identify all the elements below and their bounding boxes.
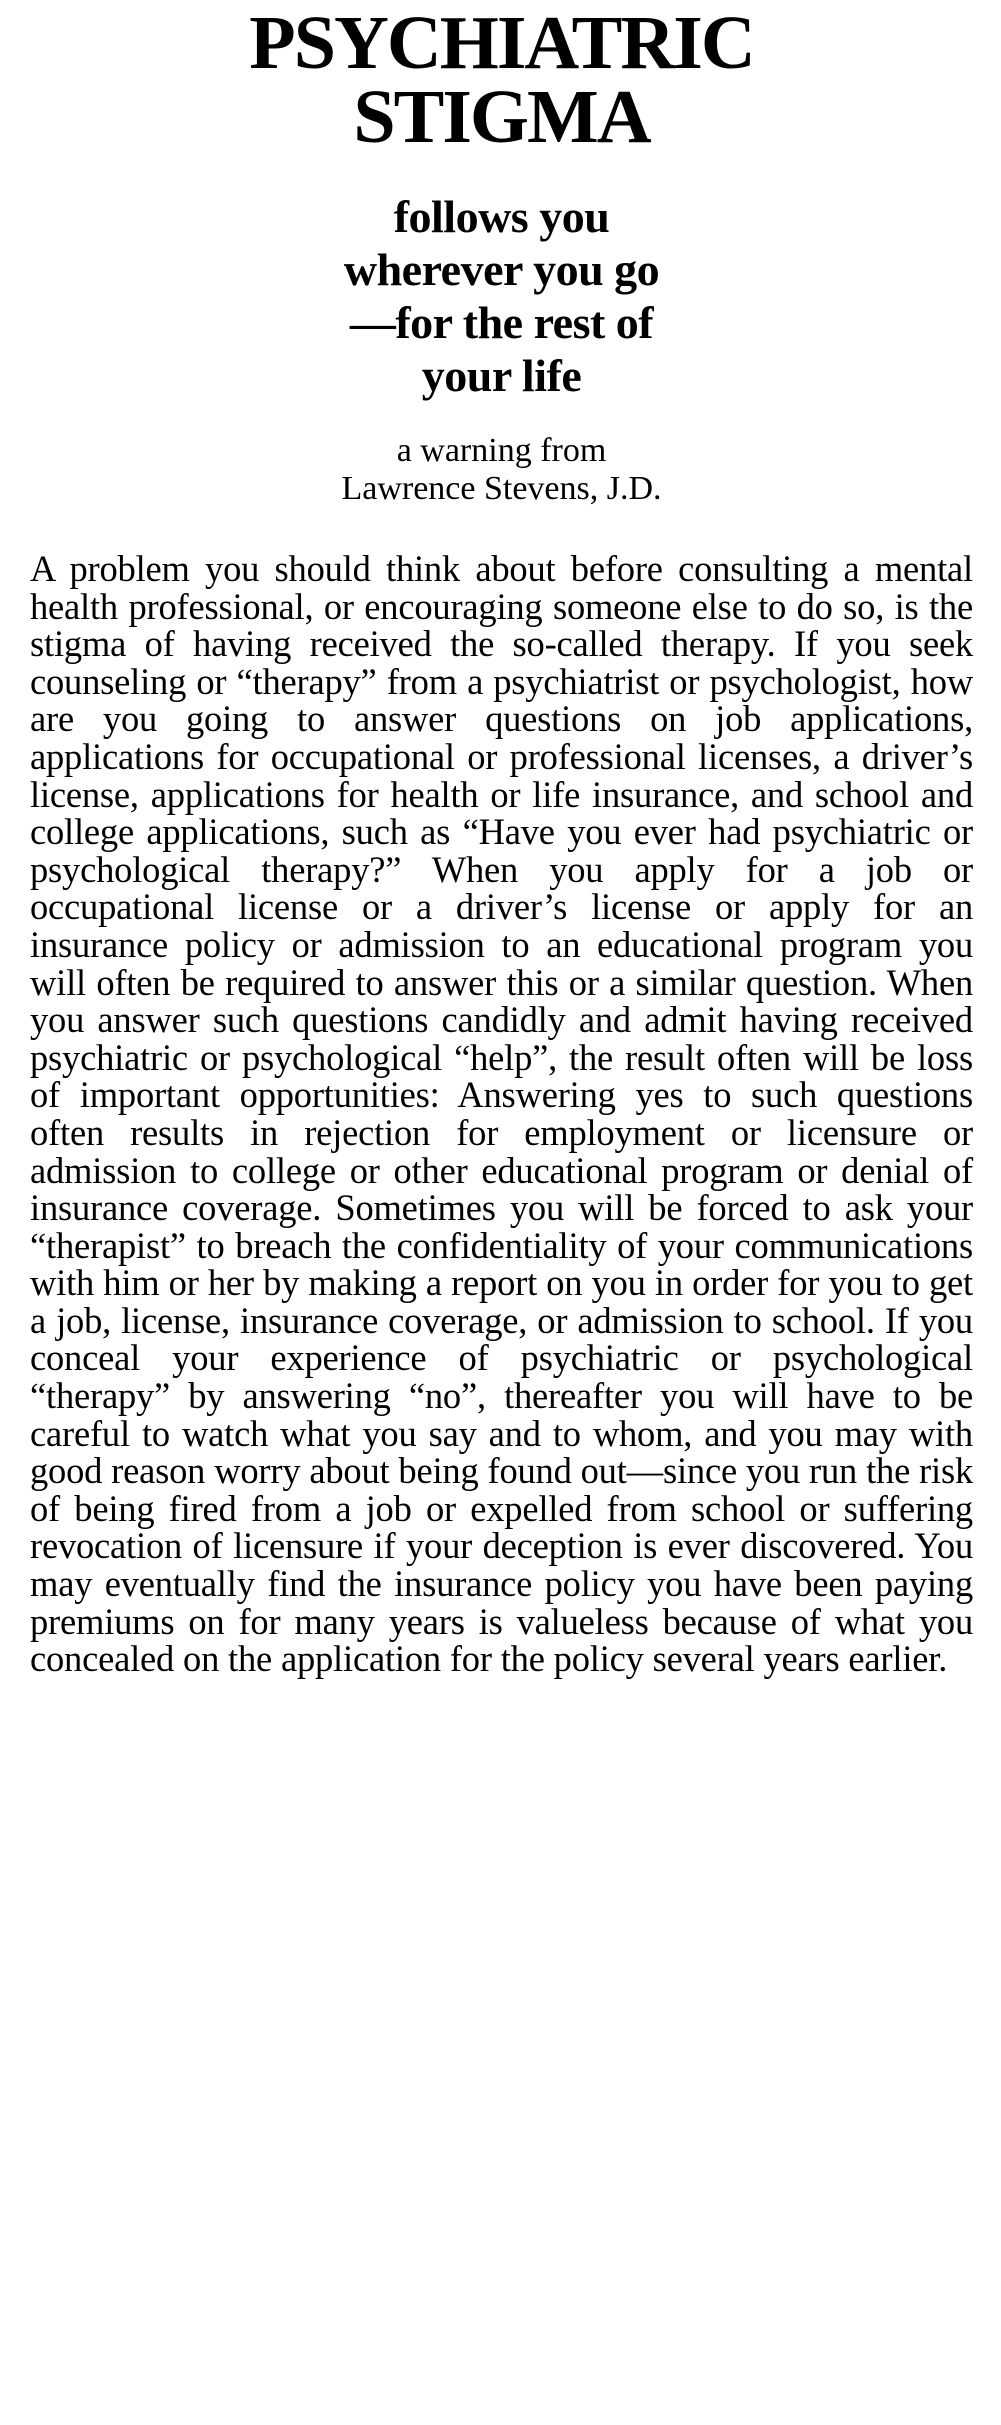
subtitle-line: your life: [421, 350, 582, 401]
subtitle-line: follows you: [393, 191, 610, 242]
article-title: [30, 1, 973, 159]
title-line: PSYCHIATRIC: [249, 1, 754, 85]
subtitle-line: —for the rest of: [349, 297, 654, 348]
byline-line: a warning from: [396, 432, 607, 469]
author-byline: [30, 432, 973, 508]
title-line: STIGMA: [353, 75, 650, 159]
article-body: A problem you should think about before consulting a mental health professional, or encouraging someone else to do so, is the stigma of having received the so-called therapy. If you seek counseling or “therapy” from a psychiatrist or psychologist, how are you going to answer questions on job applications, applications for occupational or professional licenses, a driver’s license, applications for health or life insurance, and school and college applications, such as “Have you ever had psychiatric or psychological therapy?” When you apply for a job or occupational license or a driver’s license or apply for an insurance policy or admission to an educational program you will often be required to answer this or a similar question. When you answer such questions candidly and admit having received psychiatric or psychological “help”, the result often will be loss of important opportunities: Answering yes to such questions often results in rejection for employment or licensure or admission to college or other educational program or denial of insurance coverage. Sometimes you will be forced to ask your “therapist” to breach the confidentiality of your communications with him or her by making a report on you in order for you to get a job, license, insurance coverage, or admission to school. If you conceal your experience of psychiatric or psychological “therapy” by answering “no”, thereafter you will have to be careful to watch what you say and to whom, and you may with good reason worry about being found out—since you run the risk of being fired from a job or expelled from school or suffering revocation of licensure if your deception is ever discovered. You may eventually find the insurance policy you have been paying premiums on for many years is valueless because of what you concealed on the application for the policy several years earlier.: [30, 548, 973, 1680]
article-subtitle: [30, 190, 973, 402]
author-name: Lawrence Stevens, J.D.: [341, 470, 662, 507]
subtitle-line: wherever you go: [343, 244, 660, 295]
